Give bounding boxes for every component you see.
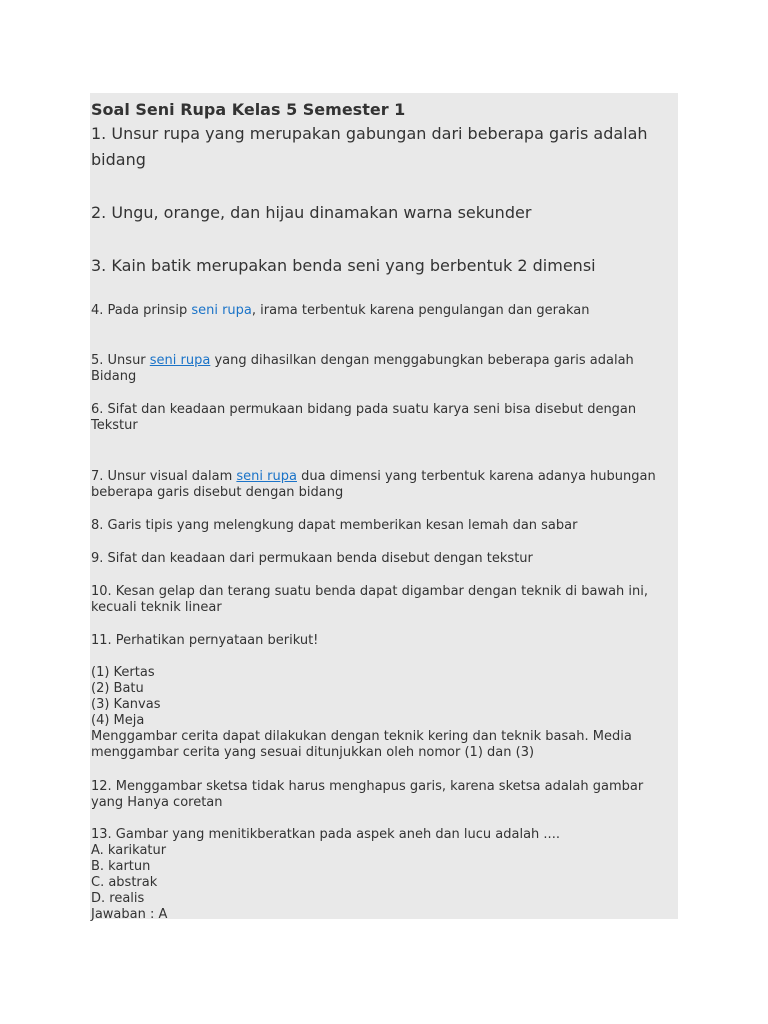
question-4 <box>91 303 672 319</box>
question-2: 2. Ungu, orange, dan hijau dinamakan warna sekunder <box>91 203 532 222</box>
question-4-text-before: 4. Pada prinsip <box>91 303 192 318</box>
page-title: Soal Seni Rupa Kelas 5 Semester 1 <box>91 100 406 119</box>
question-5 <box>91 353 672 385</box>
list-item: (3) Kanvas <box>91 697 161 712</box>
question-11-answer: Menggambar cerita dapat dilakukan dengan teknik kering dan teknik basah. Media menggambar cerita yang sesuai ditunjukkan oleh nomor (1) dan (3) <box>91 729 632 760</box>
question-11-intro: 11. Perhatikan pernyataan berikut! <box>91 633 319 648</box>
question-10: 10. Kesan gelap dan terang suatu benda dapat digambar dengan teknik di bawah ini, kecuali teknik linear <box>91 584 649 615</box>
option-d: D. realis <box>91 891 145 906</box>
question-7-text-after: dua dimensi yang terbentuk karena adanya hubungan beberapa garis disebut dengan bidang <box>91 469 656 500</box>
answer-key: Jawaban : A <box>91 907 168 922</box>
option-c: C. abstrak <box>91 875 158 890</box>
question-4-text-after: , irama terbentuk karena pengulangan dan gerakan <box>251 303 590 318</box>
question-13-text: 13. Gambar yang menitikberatkan pada aspek aneh dan lucu adalah .... <box>91 827 560 842</box>
list-item: (4) Meja <box>91 713 145 728</box>
question-5-text-after: yang dihasilkan dengan menggabungkan beberapa garis adalah Bidang <box>91 353 634 384</box>
list-item: (1) Kertas <box>91 665 155 680</box>
question-8: 8. Garis tipis yang melengkung dapat memberikan kesan lemah dan sabar <box>91 518 578 533</box>
question-11-list <box>91 665 672 729</box>
question-3: 3. Kain batik merupakan benda seni yang berbentuk 2 dimensi <box>91 256 596 275</box>
question-5-text-before: 5. Unsur <box>91 353 150 368</box>
question-13 <box>91 827 672 923</box>
option-b: B. kartun <box>91 859 151 874</box>
question-7-text-before: 7. Unsur visual dalam <box>91 469 237 484</box>
question-12: 12. Menggambar sketsa tidak harus menghapus garis, karena sketsa adalah gambar yang Hanya coretan <box>91 779 644 810</box>
question-1: 1. Unsur rupa yang merupakan gabungan dari beberapa garis adalah bidang <box>91 124 648 169</box>
seni-rupa-link[interactable]: seni rupa <box>191 303 252 318</box>
seni-rupa-link[interactable]: seni rupa <box>236 469 297 484</box>
option-a: A. karikatur <box>91 843 167 858</box>
question-6: 6. Sifat dan keadaan permukaan bidang pada suatu karya seni bisa disebut dengan Tekstur <box>91 402 637 433</box>
question-7 <box>91 469 672 501</box>
document-body <box>90 93 678 922</box>
question-9: 9. Sifat dan keadaan dari permukaan benda disebut dengan tekstur <box>91 551 533 566</box>
list-item: (2) Batu <box>91 681 144 696</box>
seni-rupa-link[interactable]: seni rupa <box>149 353 211 368</box>
